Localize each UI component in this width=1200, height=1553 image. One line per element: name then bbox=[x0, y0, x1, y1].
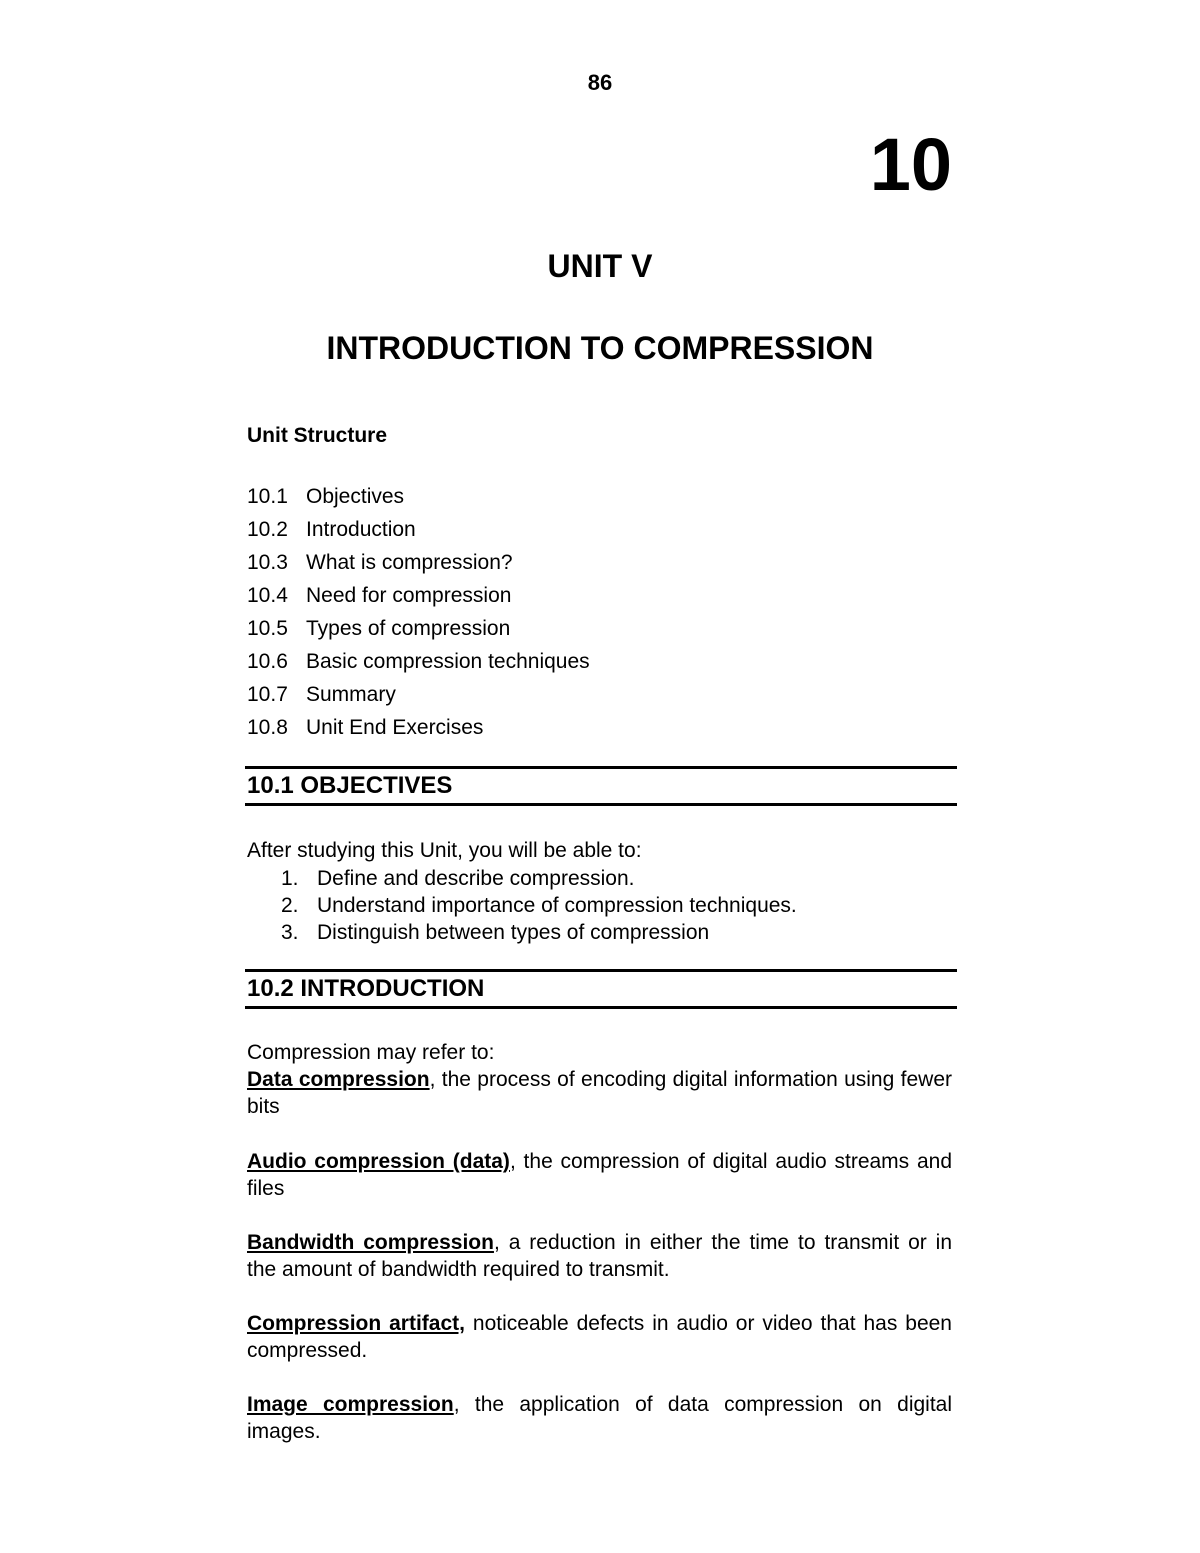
toc-item bbox=[247, 546, 590, 579]
toc-item bbox=[247, 480, 590, 513]
definition-text: , a reduction in either the time to transmit or in the amount of bandwidth required to transmit. bbox=[247, 1231, 953, 1281]
toc-item-number: 10.8 bbox=[247, 716, 288, 739]
introduction-heading: 10.2 INTRODUCTION bbox=[247, 975, 485, 1002]
definition-audio-compression bbox=[247, 1148, 952, 1202]
objective-item bbox=[281, 892, 797, 919]
toc-item bbox=[247, 678, 590, 711]
chapter-number: 10 bbox=[869, 123, 952, 206]
toc-item bbox=[247, 645, 590, 678]
toc-item-number: 10.6 bbox=[247, 650, 288, 673]
objective-item bbox=[281, 919, 797, 946]
definition-bandwidth-compression bbox=[247, 1229, 952, 1283]
toc-item-label: Types of compression bbox=[306, 617, 511, 640]
toc-item-number: 10.1 bbox=[247, 485, 288, 508]
definition-text: , the compression of digital audio streams and files bbox=[247, 1150, 952, 1200]
objectives-heading: 10.1 OBJECTIVES bbox=[247, 772, 453, 799]
definition-text: , the process of encoding digital information using fewer bits bbox=[247, 1068, 952, 1118]
toc-item-label: Need for compression bbox=[306, 584, 512, 607]
toc-item-number: 10.7 bbox=[247, 683, 288, 706]
definition-term: Image compression bbox=[247, 1393, 454, 1416]
toc-item bbox=[247, 513, 590, 546]
toc-item bbox=[247, 612, 590, 645]
objectives-section-header bbox=[245, 766, 957, 806]
page-number: 86 bbox=[587, 70, 613, 95]
objectives-list bbox=[281, 865, 797, 946]
toc-item-label: Objectives bbox=[306, 485, 405, 508]
toc-item-number: 10.5 bbox=[247, 617, 288, 640]
objective-number: 1. bbox=[281, 867, 299, 890]
unit-label: UNIT V bbox=[547, 248, 653, 284]
definition-term: Audio compression (data) bbox=[247, 1150, 510, 1173]
toc-item-label: What is compression? bbox=[306, 551, 513, 574]
toc-item bbox=[247, 711, 590, 744]
toc-item-label: Unit End Exercises bbox=[306, 716, 484, 739]
objective-text: Define and describe compression. bbox=[317, 867, 635, 890]
toc-item-label: Summary bbox=[306, 683, 396, 706]
unit-structure-heading: Unit Structure bbox=[247, 424, 388, 447]
objective-number: 3. bbox=[281, 921, 299, 944]
definition-image-compression bbox=[247, 1391, 952, 1445]
toc-item-label: Introduction bbox=[306, 518, 416, 541]
toc-item bbox=[247, 579, 590, 612]
objectives-intro: After studying this Unit, you will be able to: bbox=[247, 839, 642, 862]
definition-compression-artifact bbox=[247, 1310, 952, 1364]
introduction-intro: Compression may refer to: bbox=[247, 1041, 495, 1064]
toc-item-number: 10.2 bbox=[247, 518, 288, 541]
toc-item-number: 10.3 bbox=[247, 551, 288, 574]
unit-structure-list bbox=[247, 480, 590, 744]
definition-text: noticeable defects in audio or video that has been compressed. bbox=[247, 1312, 952, 1362]
chapter-title: INTRODUCTION TO COMPRESSION bbox=[326, 330, 874, 366]
definition-term: Data compression bbox=[247, 1068, 430, 1091]
definition-data-compression bbox=[247, 1066, 952, 1120]
definition-term: Compression artifact, bbox=[247, 1312, 465, 1335]
objective-text: Distinguish between types of compression bbox=[317, 921, 710, 944]
toc-item-number: 10.4 bbox=[247, 584, 288, 607]
objective-item bbox=[281, 865, 797, 892]
objective-number: 2. bbox=[281, 894, 299, 917]
introduction-section-header bbox=[245, 969, 957, 1009]
toc-item-label: Basic compression techniques bbox=[306, 650, 590, 673]
objective-text: Understand importance of compression techniques. bbox=[317, 894, 797, 917]
definition-text: , the application of data compression on digital images. bbox=[247, 1393, 953, 1443]
definition-term: Bandwidth compression bbox=[247, 1231, 494, 1254]
